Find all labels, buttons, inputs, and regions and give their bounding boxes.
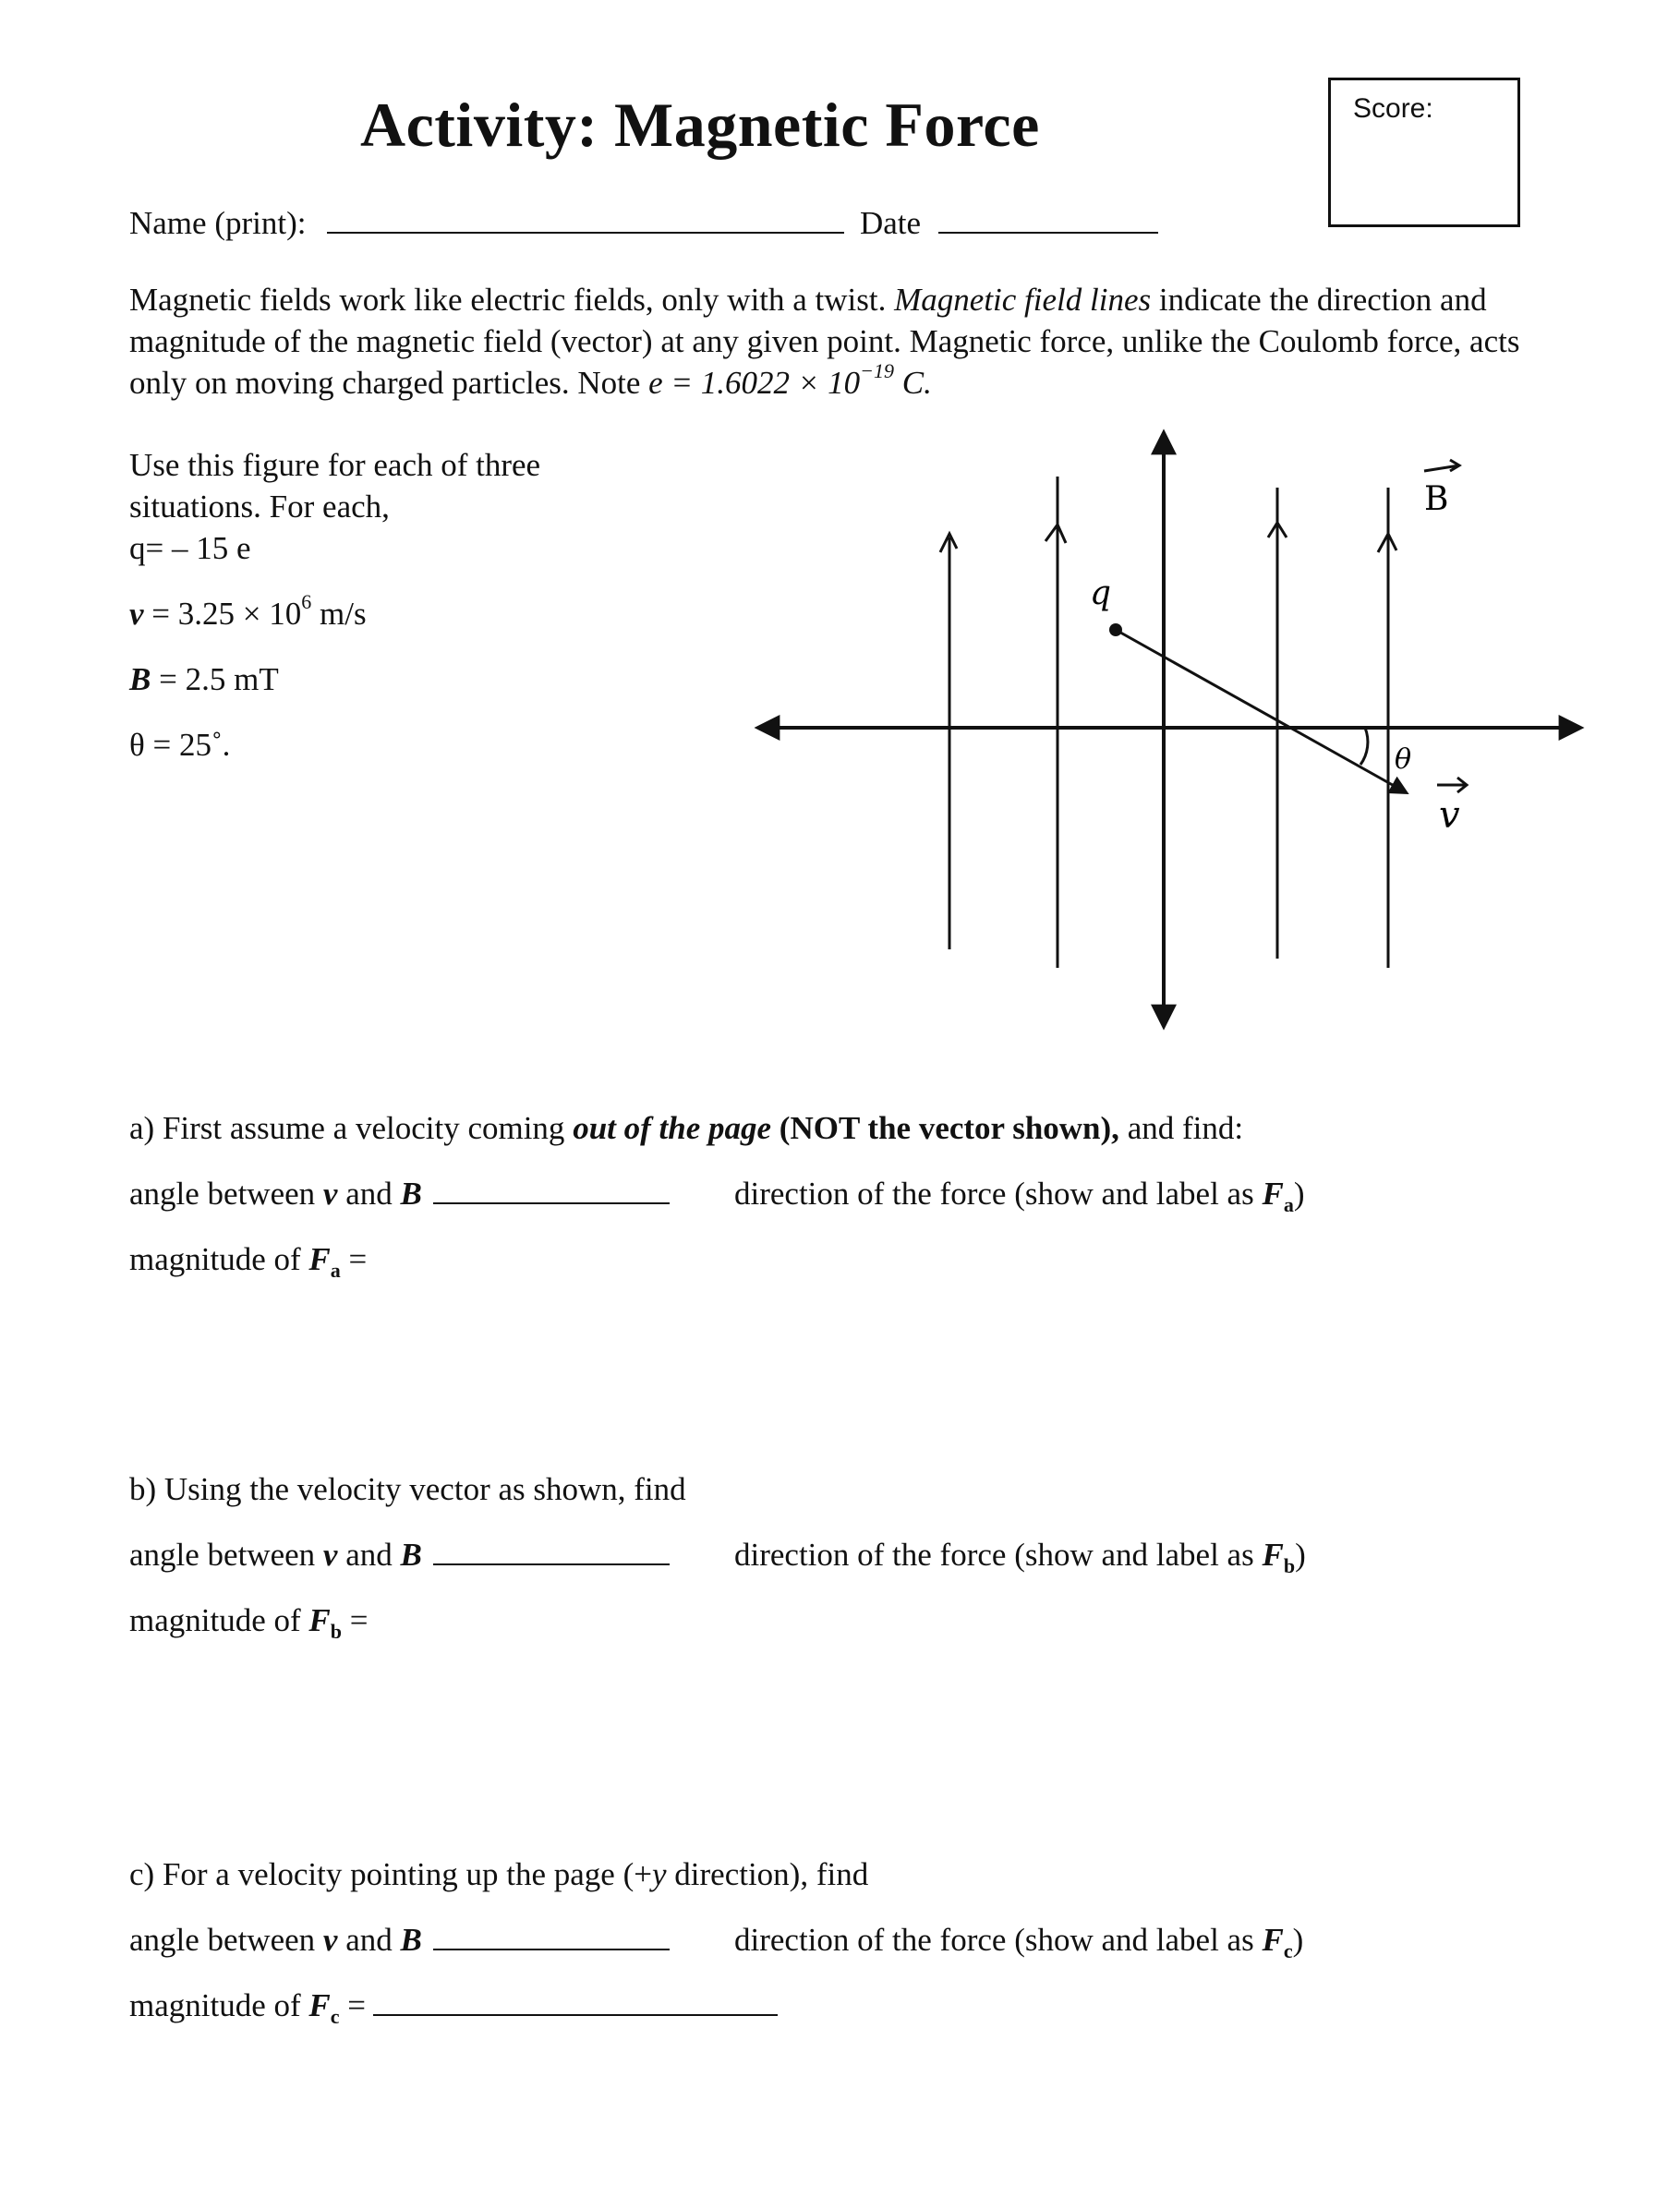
charge-constant-exponent: −19: [860, 359, 895, 383]
part-c-intro-text: c) For a velocity pointing up the page (+: [129, 1856, 652, 1892]
f-subscript-a-mag: a: [330, 1259, 341, 1282]
name-label: Name (print):: [129, 205, 307, 241]
part-b-direction: [734, 1535, 1306, 1575]
part-a-bold: (NOT the vector shown),: [771, 1110, 1119, 1146]
part-a-intro: [129, 1108, 1243, 1149]
v-value: = 3.25 × 10: [143, 596, 302, 632]
magnitude-label-b: magnitude of: [129, 1602, 309, 1638]
b-symbol: B: [129, 661, 151, 697]
score-box[interactable]: [1328, 78, 1520, 227]
b-symbol-b: B: [400, 1537, 422, 1573]
intro-text-2: indicate the direction and magnitude of the magnetic field (vector) at any given point. Magnetic force, unlike the Coulomb force, acts only on moving charged particles. Note: [129, 282, 1520, 401]
f-symbol-a-mag: F: [308, 1241, 331, 1277]
part-b-angle-row: [129, 1535, 670, 1575]
elementary-charge: [648, 359, 932, 401]
part-b-magnitude: [129, 1600, 369, 1641]
angle-label-b: angle between: [129, 1537, 323, 1573]
equals-a: =: [340, 1241, 368, 1277]
f-symbol-c: F: [1262, 1922, 1284, 1958]
field-arrow-icon: [1424, 460, 1459, 471]
equals-c: =: [339, 1987, 367, 2023]
b-value: = 2.5 mT: [151, 661, 279, 697]
part-c-angle-row: [129, 1920, 670, 1961]
magnitude-label-a: magnitude of: [129, 1241, 309, 1277]
v-exponent: 6: [301, 590, 312, 614]
v-symbol-c: v: [322, 1922, 338, 1958]
given-intro-1: Use this figure for each of three: [129, 447, 541, 483]
part-c-direction: [734, 1920, 1303, 1961]
intro-text-1: Magnetic fields work like electric fields, only with a twist.: [129, 282, 895, 318]
f-symbol-a: F: [1262, 1176, 1284, 1212]
page-title: Activity: Magnetic Force: [360, 90, 1040, 160]
angle-answer-a[interactable]: [433, 1175, 670, 1204]
f-subscript-c-mag: c: [330, 2005, 340, 2028]
v-symbol-a: v: [322, 1176, 338, 1212]
part-b-intro: b) Using the velocity vector as shown, find: [129, 1471, 686, 1507]
f-symbol-b: F: [1262, 1537, 1284, 1573]
velocity-label: v: [1439, 794, 1460, 837]
v-symbol: v: [129, 596, 144, 632]
and-b: and: [337, 1537, 401, 1573]
magnitude-label-c: magnitude of: [129, 1987, 309, 2023]
part-a-magnitude: [129, 1239, 367, 1280]
name-date-row: [129, 203, 1158, 244]
part-a-intro-end: and find:: [1118, 1110, 1244, 1146]
given-angle: θ = 25˚.: [129, 727, 231, 763]
equals-b: =: [342, 1602, 369, 1638]
given-charge: q= – 15 e: [129, 530, 251, 566]
magnetic-field-figure: [720, 423, 1607, 1042]
direction-close-a: ): [1293, 1176, 1305, 1212]
given-velocity: [129, 590, 367, 634]
part-a-direction: [734, 1174, 1304, 1214]
part-a-emphasis: out of the page: [573, 1110, 772, 1146]
score-label: Score:: [1353, 93, 1433, 124]
angle-label: θ: [1395, 743, 1412, 776]
and-c: and: [337, 1922, 401, 1958]
magnitude-answer-c[interactable]: [373, 1986, 778, 2016]
velocity-arrow-icon: [1437, 778, 1467, 792]
intro-paragraph: [129, 279, 1570, 404]
direction-close-b: ): [1295, 1537, 1306, 1573]
date-field[interactable]: [938, 204, 1158, 234]
velocity-vector: [1116, 630, 1406, 792]
charge-label: q: [1090, 574, 1112, 612]
f-subscript-b: b: [1283, 1554, 1296, 1577]
direction-label-c: direction of the force (show and label as: [734, 1922, 1263, 1958]
b-symbol-c: B: [400, 1922, 422, 1958]
angle-label-a: angle between: [129, 1176, 323, 1212]
f-symbol-c-mag: F: [308, 1987, 331, 2023]
field-label: B: [1424, 480, 1449, 518]
angle-arc: [1360, 728, 1368, 765]
v-unit: m/s: [311, 596, 367, 632]
f-subscript-c: c: [1283, 1939, 1293, 1962]
part-c-intro-end: direction), find: [666, 1856, 869, 1892]
part-c-intro: [129, 1854, 868, 1895]
v-symbol-b: v: [322, 1537, 338, 1573]
given-intro-2: situations. For each,: [129, 489, 390, 525]
field-lines: [940, 477, 1396, 968]
part-c-magnitude: [129, 1986, 778, 2026]
and-a: and: [337, 1176, 401, 1212]
intro-italic-term: Magnetic field lines: [894, 282, 1152, 318]
charge-constant-base: e = 1.6022 × 10: [648, 365, 861, 401]
direction-label-b: direction of the force (show and label as: [734, 1537, 1263, 1573]
part-a-intro-text: a) First assume a velocity coming: [129, 1110, 574, 1146]
direction-label-a: direction of the force (show and label as: [734, 1176, 1263, 1212]
name-field[interactable]: [327, 204, 844, 234]
angle-label-c: angle between: [129, 1922, 323, 1958]
angle-answer-c[interactable]: [433, 1921, 670, 1950]
f-subscript-a: a: [1283, 1193, 1294, 1216]
direction-close-c: ): [1292, 1922, 1304, 1958]
angle-answer-b[interactable]: [433, 1536, 670, 1565]
charge-constant-unit: C.: [894, 365, 932, 401]
y-symbol: y: [651, 1856, 667, 1892]
b-symbol-a: B: [400, 1176, 422, 1212]
date-label: Date: [859, 205, 922, 241]
given-field: [129, 659, 279, 700]
f-subscript-b-mag: b: [330, 1620, 343, 1643]
f-symbol-b-mag: F: [308, 1602, 331, 1638]
part-a-angle-row: [129, 1174, 670, 1214]
